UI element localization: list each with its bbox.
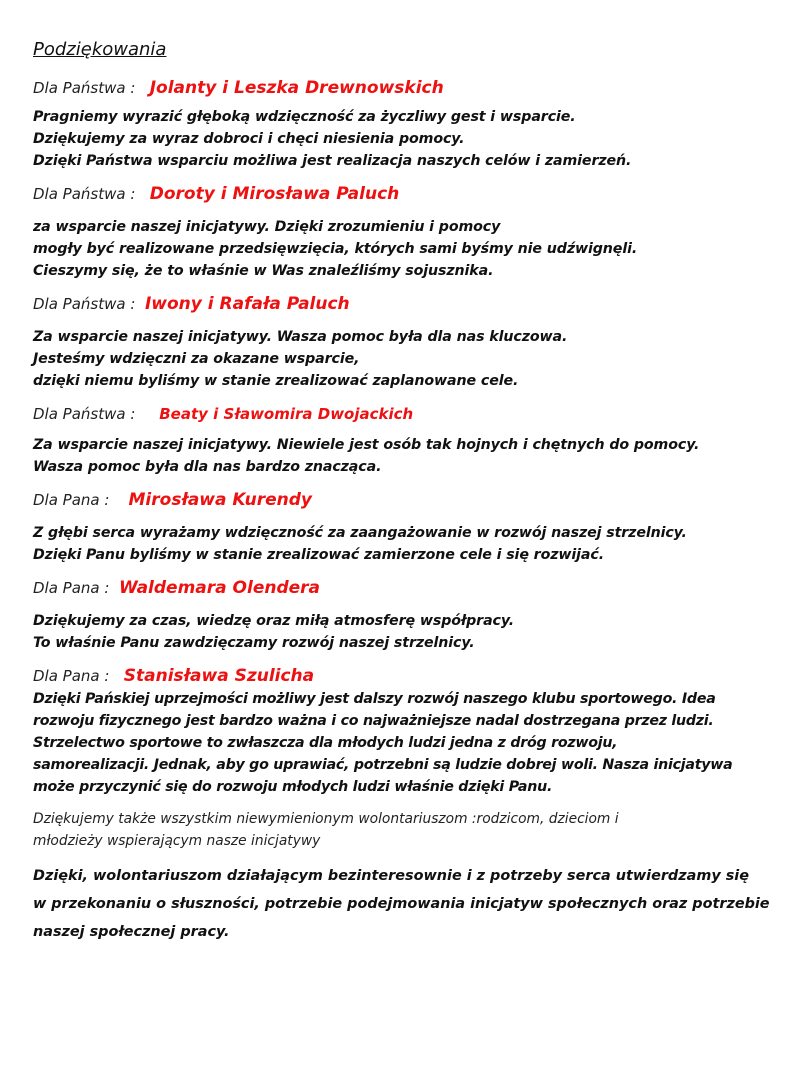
thanks-paragraph xyxy=(33,522,793,566)
closing-line: Dzięki, wolontariuszom działającym bezinteresownie i z potrzeby serca utwierdzamy się xyxy=(33,868,749,884)
recipient-heading xyxy=(33,576,793,600)
recipient-name: Waldemara Olendera xyxy=(118,578,321,598)
recipient-name: Beaty i Sławomira Dwojackich xyxy=(159,405,414,423)
closing-line: w przekonaniu o słuszności, potrzebie podejmowania inicjatyw społecznych oraz potrzebie xyxy=(33,896,770,912)
paragraph-line: Dzięki Pańskiej uprzejmości możliwy jest dalszy rozwój naszego klubu sportowego. Idea xyxy=(33,691,716,707)
paragraph-line: Cieszymy się, że to właśnie w Was znaleźliśmy sojusznika. xyxy=(33,263,494,279)
recipient-heading xyxy=(33,402,793,426)
thanks-paragraph xyxy=(33,326,793,392)
paragraph-line: Dziękujemy za wyraz dobroci i chęci niesienia pomocy. xyxy=(33,131,465,147)
recipient-heading xyxy=(33,292,793,316)
recipient-heading xyxy=(33,76,793,100)
recipient-name: Iwony i Rafała Paluch xyxy=(144,294,350,314)
recipient-heading xyxy=(33,664,793,688)
recipient-prefix: Dla Pana : xyxy=(33,491,110,509)
thanks-paragraph xyxy=(33,106,793,172)
thanks-paragraph xyxy=(33,216,793,282)
closing-paragraph xyxy=(33,862,793,946)
document-page xyxy=(33,38,793,946)
recipient-name: Doroty i Mirosława Paluch xyxy=(149,184,400,204)
paragraph-line: Za wsparcie naszej inicjatywy. Niewiele jest osób tak hojnych i chętnych do pomocy. xyxy=(33,437,700,453)
paragraph-line: Strzelectwo sportowe to zwłaszcza dla młodych ludzi jedna z dróg rozwoju, xyxy=(33,735,618,751)
paragraph-line: rozwoju fizycznego jest bardzo ważna i co najważniejsze nadal dostrzegana przez ludzi. xyxy=(33,713,714,729)
paragraph-line: Z głębi serca wyrażamy wdzięczność za zaangażowanie w rozwój naszej strzelnicy. xyxy=(33,525,687,541)
paragraph-line: Za wsparcie naszej inicjatywy. Wasza pomoc była dla nas kluczowa. xyxy=(33,329,568,345)
paragraph-line: samorealizacji. Jednak, aby go uprawiać, potrzebni są ludzie dobrej woli. Nasza inicjatywa xyxy=(33,757,733,773)
paragraph-line: Pragniemy wyrazić głęboką wdzięczność za życzliwy gest i wsparcie. xyxy=(33,109,576,125)
recipient-prefix: Dla Państwa : xyxy=(33,405,136,423)
page-title: Podziękowania xyxy=(33,39,167,60)
closing-line: naszej społecznej pracy. xyxy=(33,924,230,940)
recipient-prefix: Dla Państwa : xyxy=(33,185,136,203)
thanks-paragraph xyxy=(33,688,793,798)
thanks-paragraph xyxy=(33,610,793,654)
note-line: Dziękujemy także wszystkim niewymienionym wolontariuszom :rodzicom, dzieciom i xyxy=(33,811,619,827)
recipient-name: Mirosława Kurendy xyxy=(128,490,312,510)
recipient-prefix: Dla Państwa : xyxy=(33,295,136,313)
recipient-prefix: Dla Państwa : xyxy=(33,79,136,97)
recipient-prefix: Dla Pana : xyxy=(33,579,110,597)
recipient-name: Stanisława Szulicha xyxy=(123,666,315,686)
paragraph-line: może przyczynić się do rozwoju młodych ludzi właśnie dzięki Panu. xyxy=(33,779,553,795)
paragraph-line: Dziękujemy za czas, wiedzę oraz miłą atmosferę współpracy. xyxy=(33,613,514,629)
paragraph-line: za wsparcie naszej inicjatywy. Dzięki zrozumieniu i pomocy xyxy=(33,219,501,235)
thanks-paragraph xyxy=(33,434,793,478)
paragraph-line: Dzięki Państwa wsparciu możliwa jest realizacja naszych celów i zamierzeń. xyxy=(33,153,632,169)
paragraph-line: Jesteśmy wdzięczni za okazane wsparcie, xyxy=(33,351,360,367)
paragraph-line: Dzięki Panu byliśmy w stanie zrealizować zamierzone cele i się rozwijać. xyxy=(33,547,604,563)
recipient-heading xyxy=(33,488,793,512)
recipient-heading xyxy=(33,182,793,206)
volunteers-note xyxy=(33,808,793,852)
paragraph-line: dzięki niemu byliśmy w stanie zrealizować zaplanowane cele. xyxy=(33,373,519,389)
paragraph-line: Wasza pomoc była dla nas bardzo znacząca. xyxy=(33,459,382,475)
recipient-name: Jolanty i Leszka Drewnowskich xyxy=(149,78,444,98)
paragraph-line: mogły być realizowane przedsięwzięcia, których sami byśmy nie udźwignęli. xyxy=(33,241,638,257)
recipient-prefix: Dla Pana : xyxy=(33,667,110,685)
paragraph-line: To właśnie Panu zawdzięczamy rozwój naszej strzelnicy. xyxy=(33,635,475,651)
note-line: młodzieży wspierającym nasze inicjatywy xyxy=(33,833,321,849)
